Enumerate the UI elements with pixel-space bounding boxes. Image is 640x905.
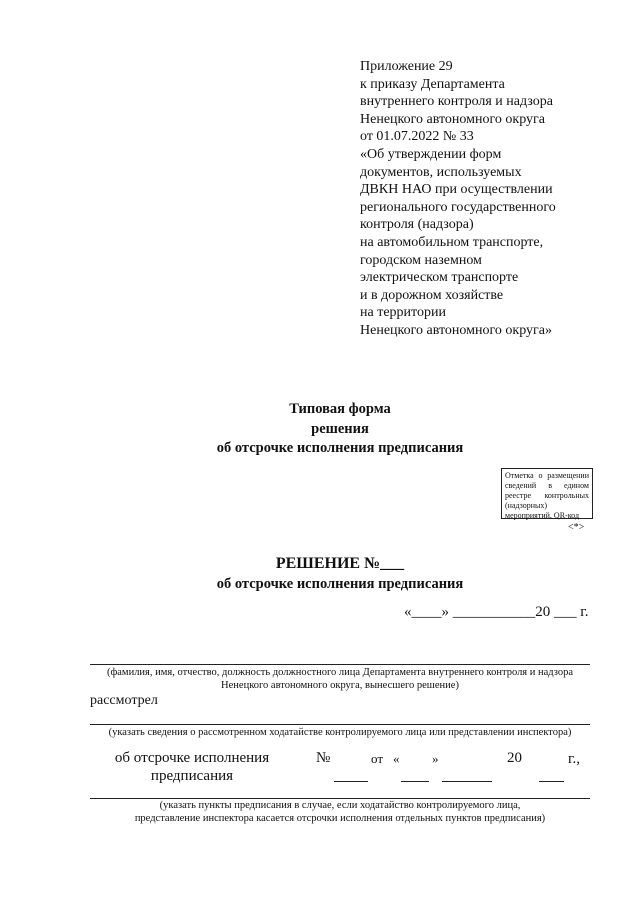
appendix-line: Ненецкого автономного округа» [360, 322, 552, 338]
qr-code-box [501, 468, 593, 519]
deferral-label-line1: об отсрочке исполнения [114, 750, 270, 766]
form-title-line3: об отсрочке исполнения предписания [216, 440, 464, 456]
appendix-line: Приложение 29 [360, 59, 453, 74]
year-suffix: г., [568, 751, 580, 767]
decision-heading [0, 553, 640, 595]
appendix-line: электрическом транспорте [360, 270, 519, 286]
open-quote: « [393, 751, 400, 766]
appendix-line: от 01.07.2022 № 33 [360, 129, 474, 145]
official-note-line2: Ненецкого автономного округа, вынесшего решение) [221, 680, 459, 691]
date-line: «____» ___________20 ___ г. [404, 604, 589, 620]
appendix-line: документов, используемых [360, 164, 522, 180]
official-field-line [90, 664, 590, 665]
petition-field-line [90, 724, 590, 725]
appendix-line: на территории [360, 305, 446, 321]
petition-note: (указать сведения о рассмотренном ходатайстве контролируемого лица или представлении инспектора) [108, 727, 572, 738]
form-title [0, 400, 640, 459]
month-field[interactable] [442, 781, 492, 782]
appendix-line: внутреннего контроля и надзора [360, 94, 553, 110]
official-note [40, 666, 640, 692]
from-label: от [371, 751, 384, 766]
form-title-line2: решения [311, 420, 369, 437]
close-quote: » [432, 751, 439, 766]
appendix-header [360, 58, 620, 340]
appendix-line: на автомобильном транспорте, [360, 234, 544, 250]
decision-subtitle: об отсрочке исполнения предписания [216, 576, 464, 592]
decision-title: РЕШЕНИЕ №___ [275, 555, 405, 572]
points-note-line2: представление инспектора касается отсрочки исполнения отдельных пунктов предписания) [134, 813, 546, 824]
qr-box-text: Отметка о размещении сведений в едином реестре контрольных (надзорных) мероприятий, QR-код [505, 471, 589, 520]
appendix-line: регионального государственного [360, 199, 556, 215]
day-field[interactable] [401, 781, 429, 782]
appendix-line: и в дорожном хозяйстве [360, 287, 504, 303]
deferral-label [112, 749, 272, 785]
appendix-line: к приказу Департамента [360, 76, 505, 92]
appendix-line: городском наземном [360, 252, 482, 268]
number-field[interactable] [334, 781, 368, 782]
points-note [40, 799, 640, 825]
appendix-line: Ненецкого автономного округа [360, 111, 545, 127]
appendix-line: «Об утверждении форм [360, 146, 502, 162]
year-prefix: 20 [507, 750, 522, 766]
form-title-line1: Типовая форма [289, 401, 391, 417]
year-field[interactable] [539, 781, 564, 782]
deferral-label-line2: предписания [150, 768, 234, 784]
reviewed-label: рассмотрел [90, 693, 158, 708]
footnote-marker: <*> [568, 522, 585, 533]
number-sign: № [316, 750, 331, 766]
appendix-line: контроля (надзора) [360, 217, 474, 233]
points-note-line1: (указать пункты предписания в случае, если ходатайство контролируемого лица, [159, 800, 521, 811]
appendix-line: ДВКН НАО при осуществлении [360, 182, 553, 198]
official-note-line1: (фамилия, имя, отчество, должность должностного лица Департамента внутреннего контроля и надзора [106, 667, 574, 678]
